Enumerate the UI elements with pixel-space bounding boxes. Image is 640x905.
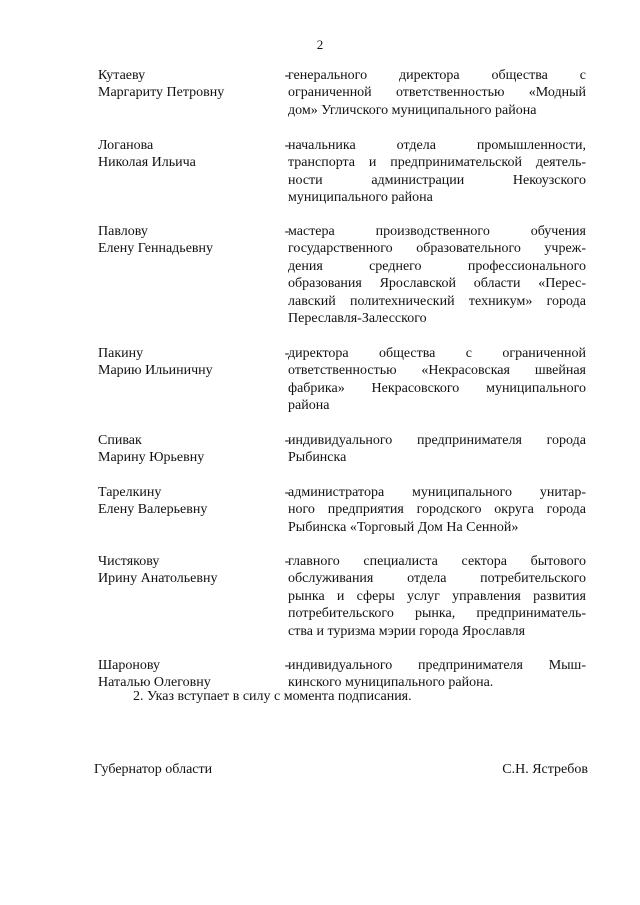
position-line: Рыбинска — [288, 450, 347, 466]
appointee-given-names: Марину Юрьевну — [98, 450, 205, 466]
appointee-given-names: Наталью Олеговну — [98, 675, 211, 691]
position-line: образования Ярославской области «Перес- — [288, 276, 586, 292]
position-line: ного предприятия городского округа города — [288, 502, 586, 518]
appointee-surname: Спивак — [98, 433, 142, 448]
position-line: дения среднего профессионального — [288, 258, 586, 274]
signatory-name: С.Н. Ястребов — [502, 762, 588, 777]
appointee-given-names: Елену Геннадьевну — [98, 241, 214, 257]
position-line: муниципального района — [288, 190, 433, 206]
entry-dash: - — [284, 68, 290, 83]
entry-dash: - — [284, 433, 290, 448]
entry-dash: - — [284, 224, 290, 239]
appointee-position — [288, 67, 586, 119]
appointee-surname: Чистякову — [98, 554, 160, 569]
appointee-position — [288, 484, 586, 536]
position-line: администратора муниципального унитар- — [288, 485, 586, 500]
position-line: мастера производственного обучения — [288, 224, 586, 239]
appointee-name — [98, 553, 278, 588]
position-line: индивидуального предпринимателя Мыш- — [288, 658, 586, 673]
appointee-surname: Тарелкину — [98, 485, 162, 500]
appointee-name — [98, 137, 278, 172]
appointee-position — [288, 657, 586, 692]
page-number: 2 — [316, 37, 324, 52]
appointee-position — [288, 553, 586, 640]
appointee-name — [98, 223, 278, 258]
paragraph-2-effective-date: 2. Указ вступает в силу с момента подписания. — [133, 689, 412, 704]
appointee-surname: Логанова — [98, 138, 154, 153]
position-line: главного специалиста сектора бытового — [288, 554, 586, 569]
position-line: фабрика» Некрасовского муниципального — [288, 380, 586, 396]
appointee-surname: Шаронову — [98, 658, 160, 673]
appointee-given-names: Марию Ильиничну — [98, 363, 213, 379]
entry-dash: - — [284, 658, 290, 673]
appointee-name — [98, 657, 278, 692]
entry-dash: - — [284, 346, 290, 361]
appointee-given-names: Ирину Анатольевну — [98, 571, 218, 587]
position-line: генерального директора общества с — [288, 68, 586, 83]
appointee-name — [98, 67, 278, 102]
position-line: транспорта и предпринимательской деятель- — [288, 155, 586, 171]
appointee-surname: Пакину — [98, 346, 144, 361]
position-line: района — [288, 398, 330, 414]
signatory-position: Губернатор области — [94, 762, 213, 777]
position-line: кинского муниципального района. — [288, 675, 494, 691]
position-line: рынка и сферы услуг управления развития — [288, 588, 586, 604]
entry-dash: - — [284, 554, 290, 569]
appointee-position — [288, 432, 586, 467]
position-line: ответственностью «Некрасовская швейная — [288, 363, 586, 379]
appointee-given-names: Николая Ильича — [98, 155, 196, 171]
position-line: индивидуального предпринимателя города — [288, 433, 586, 448]
position-line: государственного образовательного учреж- — [288, 241, 586, 257]
position-line: начальника отдела промышленности, — [288, 138, 586, 153]
appointee-name — [98, 432, 278, 467]
appointee-position — [288, 345, 586, 415]
appointee-surname: Павлову — [98, 224, 148, 239]
entry-dash: - — [284, 485, 290, 500]
position-line: директора общества с ограниченной — [288, 346, 586, 361]
position-line: дом» Угличского муниципального района — [288, 102, 537, 118]
position-line: лавский политехнический техникум» города — [288, 293, 586, 309]
position-line: Переславля-Залесского — [288, 310, 427, 326]
appointee-given-names: Маргариту Петровну — [98, 85, 225, 101]
appointee-name — [98, 345, 278, 380]
appointee-name — [98, 484, 278, 519]
position-line: потребительского рынка, предприниматель- — [288, 606, 586, 622]
position-line: ности администрации Некоузского — [288, 172, 586, 188]
position-line: ства и туризма мэрии города Ярославля — [288, 623, 526, 639]
position-line: ограниченной ответственностью «Модный — [288, 85, 586, 101]
appointee-position — [288, 223, 586, 327]
appointee-surname: Кутаеву — [98, 68, 146, 83]
appointee-position — [288, 137, 586, 207]
position-line: обслуживания отдела потребительского — [288, 571, 586, 587]
position-line: Рыбинска «Торговый Дом На Сенной» — [288, 519, 519, 535]
appointee-given-names: Елену Валерьевну — [98, 502, 208, 518]
entry-dash: - — [284, 138, 290, 153]
